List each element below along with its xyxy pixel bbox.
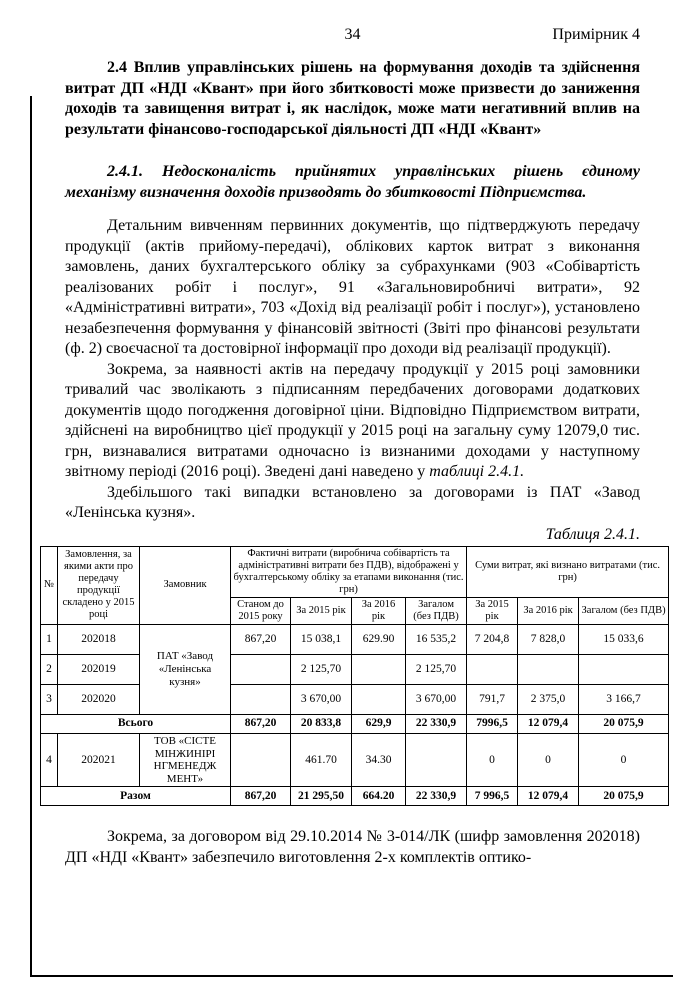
table-cell: 867,20 <box>231 787 291 806</box>
col-header-actual-2016: За 2016 рік <box>352 597 406 624</box>
col-header-recognized-2016: За 2016 рік <box>518 597 579 624</box>
table-cell: 202018 <box>58 624 140 654</box>
col-header-actual-2015: За 2015 рік <box>291 597 352 624</box>
table-cell: 12 079,4 <box>518 714 579 733</box>
page-number: 34 <box>344 26 361 43</box>
table-cell: 2 375,0 <box>518 684 579 714</box>
table-cell: 20 075,9 <box>579 714 669 733</box>
table-cell: 2 125,70 <box>406 654 467 684</box>
col-header-num: № <box>41 546 58 624</box>
col-header-actual-total: Загалом (без ПДВ) <box>406 597 467 624</box>
table-row <box>41 684 669 714</box>
table-cell: 2 <box>41 654 58 684</box>
table-cell: 20 833,8 <box>291 714 352 733</box>
table-total-row <box>41 787 669 806</box>
table-cell: 16 535,2 <box>406 624 467 654</box>
table-cell: 15 038,1 <box>291 624 352 654</box>
col-header-before-2015: Станом до 2015 року <box>231 597 291 624</box>
table-cell <box>352 684 406 714</box>
table-cell: 461.70 <box>291 733 352 787</box>
table-cell: 7996,5 <box>467 714 518 733</box>
col-header-orders: Замовлення, за якими акти про передачу продукції складено у 2015 році <box>58 546 140 624</box>
paragraph-3: Здебільшого такі випадки встановлено за договорами із ПАТ «Завод «Ленінська кузня». <box>65 483 640 521</box>
table-row <box>41 733 669 787</box>
table-cell <box>406 733 467 787</box>
table-cell: 629.90 <box>352 624 406 654</box>
table-cell: 22 330,9 <box>406 787 467 806</box>
paragraph-2 <box>65 360 640 483</box>
table-cell: 0 <box>467 733 518 787</box>
table-cell: 7 204,8 <box>467 624 518 654</box>
paragraph-1: Детальним вивченням первинних документів, що підтверджують передачу продукції (актів прийому-передачі), облікових карток витрат з виконання замовлень, даних бухгалтерського обліку за субрахунками (903 «Собівартість реалізованих робіт і послуг», 91 «Загальновиробничі витрати», 92 «Адміністративні витрати», 703 «Дохід від реалізації робіт і послуг»), установлено незабезпечення формування у фінансовій звітності (Звіті про фінансові результати (ф. 2) своєчасної та достовірної інформації про доходи від реалізації продукції). <box>65 217 640 357</box>
table-cell: 202021 <box>58 733 140 787</box>
table-cell: 202019 <box>58 654 140 684</box>
col-header-recognized-2015: За 2015 рік <box>467 597 518 624</box>
col-header-recognized-total: Загалом (без ПДВ) <box>579 597 669 624</box>
table-cell <box>231 733 291 787</box>
table-cell <box>231 684 291 714</box>
subtotal-label: Всього <box>41 714 231 733</box>
customer-cell: ТОВ «СІСТЕ МІНЖИНІРІ НГМЕНЕДЖ МЕНТ» <box>140 733 231 787</box>
table-cell: 202020 <box>58 684 140 714</box>
table-cell: 3 <box>41 684 58 714</box>
table-cell: 791,7 <box>467 684 518 714</box>
table-cell: 4 <box>41 733 58 787</box>
table-subtotal-row <box>41 714 669 733</box>
copy-label: Примірник 4 <box>552 26 640 43</box>
col-header-customer: Замовник <box>140 546 231 624</box>
table-cell: 867,20 <box>231 624 291 654</box>
page-content <box>43 25 666 868</box>
table-cell: 15 033,6 <box>579 624 669 654</box>
customer-cell: ПАТ «Завод «Ленінська кузня» <box>140 624 231 714</box>
table-reference-text: таблиці 2.4.1. <box>429 463 525 480</box>
table-cell: 2 125,70 <box>291 654 352 684</box>
table-cell <box>579 654 669 684</box>
table-cell: 867,20 <box>231 714 291 733</box>
table-cell: 0 <box>579 733 669 787</box>
table-cell <box>352 654 406 684</box>
table-row <box>41 654 669 684</box>
table-cell: 0 <box>518 733 579 787</box>
table-cell <box>467 654 518 684</box>
expenses-table <box>40 546 669 807</box>
paragraph-4: Зокрема, за договором від 29.10.2014 № 3-014/ЛК (шифр замовлення 202018) ДП «НДІ «Квант» забезпечило виготовлення 2-х комплектів оптико- <box>65 828 640 866</box>
table-cell <box>231 654 291 684</box>
table-cell: 12 079,4 <box>518 787 579 806</box>
table-cell: 20 075,9 <box>579 787 669 806</box>
table-cell: 22 330,9 <box>406 714 467 733</box>
heading-2-4-1: 2.4.1. Недосконалість прийнятих управлінських рішень єдиному механізму визначення доходів призводять до збитковості Підприємства. <box>65 163 640 201</box>
table-cell: 21 295,50 <box>291 787 352 806</box>
table-caption: Таблиця 2.4.1. <box>545 525 640 543</box>
col-group-recognized-costs: Суми витрат, які визнано витратами (тис. грн) <box>467 546 669 597</box>
table-cell: 3 670,00 <box>291 684 352 714</box>
total-label: Разом <box>41 787 231 806</box>
table-cell: 7 996,5 <box>467 787 518 806</box>
page-header <box>65 25 640 45</box>
table-cell: 1 <box>41 624 58 654</box>
table-header-group-row <box>41 546 669 597</box>
table-cell: 3 166,7 <box>579 684 669 714</box>
col-group-actual-costs: Фактичні витрати (виробнича собівартість та адміністративні витрати без ПДВ), відображені у бухгалтерському обліку за етапами виконання (тис. грн) <box>231 546 467 597</box>
page-edge-line-left <box>30 96 32 977</box>
table-cell: 629,9 <box>352 714 406 733</box>
table-cell <box>518 654 579 684</box>
table-cell: 34.30 <box>352 733 406 787</box>
paragraph-2-text: Зокрема, за наявності актів на передачу продукції у 2015 році замовники тривалий час зволікають з підписанням передбачених договорами додаткових документів щодо погодження договірної ціни. Відповідно Підприємством витрати, здійснені на виробництво цієї продукції у 2015 році на загальну суму 12079,0 тис. грн, визнавалися витратами одночасно із визнаними доходами у наступному звітному періоді (2016 році). Зведені дані наведено у <box>65 360 640 480</box>
heading-2-4: 2.4 Вплив управлінських рішень на формування доходів та здійснення витрат ДП «НДІ «Квант» при його збитковості може призвести до заниження доходів та завищення витрат і, як наслідок, може мати негативний вплив на результати фінансово-господарської діяльності ДП «НДІ «Квант» <box>65 59 640 138</box>
table-row <box>41 624 669 654</box>
table-cell: 3 670,00 <box>406 684 467 714</box>
table-cell: 664.20 <box>352 787 406 806</box>
table-cell: 7 828,0 <box>518 624 579 654</box>
page-edge-line-bottom <box>30 975 673 977</box>
